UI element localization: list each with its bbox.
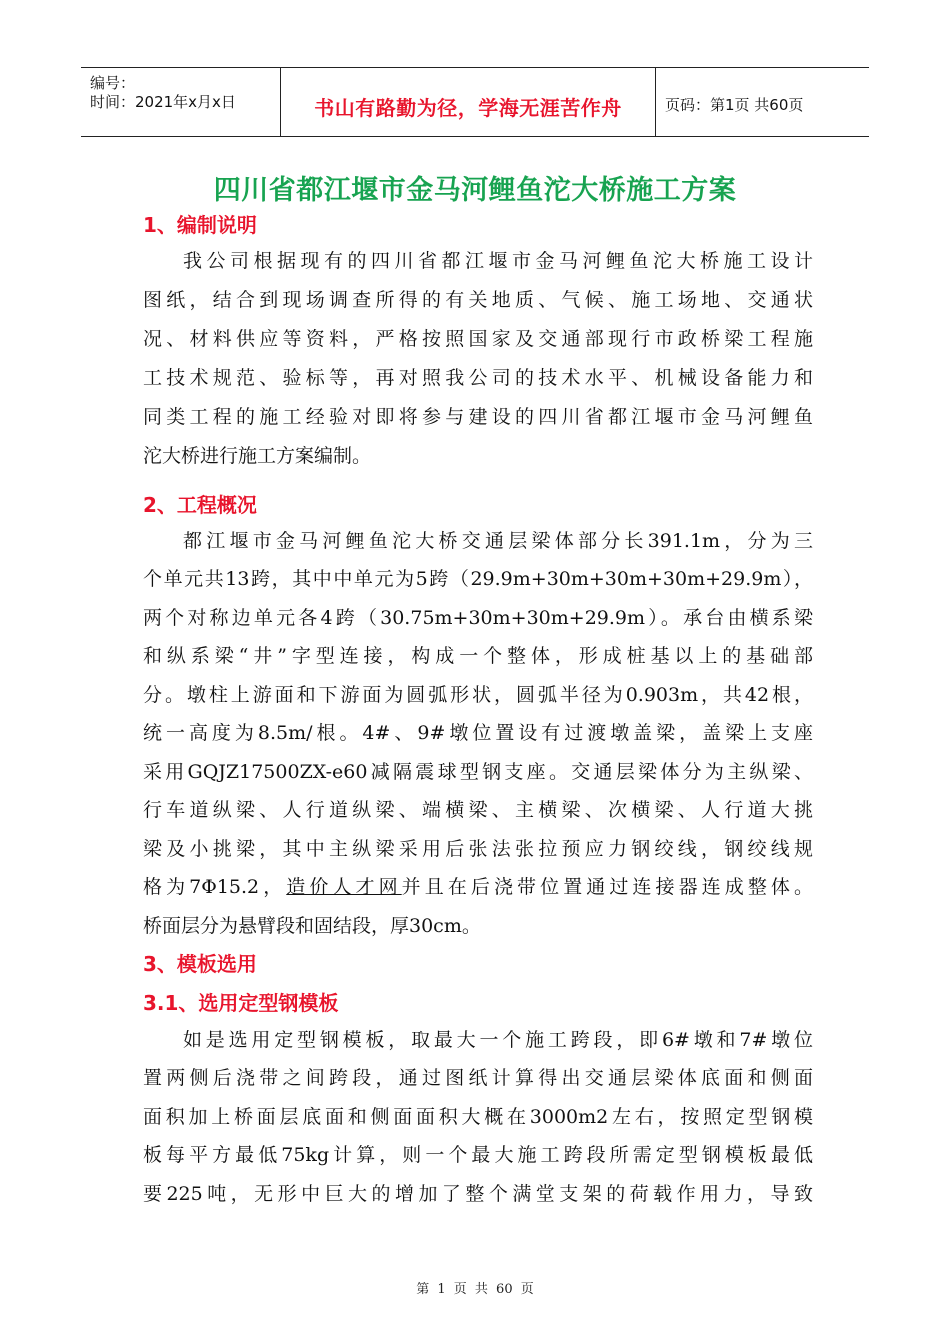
section3-heading: 3、模板选用 [143,952,257,976]
paragraph-line: 分。墩柱上游面和下游面为圆弧形状，圆弧半径为0.903m，共42根， [143,684,813,706]
paragraph-line: 桥面层分为悬臂段和固结段，厚30cm。 [143,915,481,937]
section3-1-heading: 3.1、选用定型钢模板 [143,991,339,1015]
paragraph-line: 图纸，结合到现场调查所得的有关地质、气候、施工场地、交通状 [143,289,813,311]
paragraph-line: 统一高度为8.5m/根。4#、9#墩位置设有过渡墩盖梁，盖梁上支座 [143,722,813,744]
paragraph-line-with-link [143,875,813,899]
paragraph-line: 面积加上桥面层底面和侧面面积大概在3000m2左右，按照定型钢模 [143,1106,813,1128]
paragraph-line: 行车道纵梁、人行道纵梁、端横梁、主横梁、次横梁、人行道大挑 [143,799,813,821]
paragraph-line: 同类工程的施工经验对即将参与建设的四川省都江堰市金马河鲤鱼 [143,406,813,428]
paragraph-line: 置两侧后浇带之间跨段，通过图纸计算得出交通层梁体底面和侧面 [143,1067,813,1089]
page-footer: 第 1 页 共 60 页 [416,1282,534,1297]
header-page-cell [656,68,869,136]
header-meta [81,68,281,136]
document-title: 四川省都江堰市金马河鲤鱼沱大桥施工方案 [213,175,737,206]
section1-heading: 1、编制说明 [143,213,257,237]
paragraph-line: 工技术规范、验标等，再对照我公司的技术水平、机械设备能力和 [143,367,813,389]
paragraph-line: 我公司根据现有的四川省都江堰市金马河鲤鱼沱大桥施工设计 [183,250,813,272]
section2-heading: 2、工程概况 [143,493,257,517]
paragraph-line: 况、材料供应等资料，严格按照国家及交通部现行市政桥梁工程施 [143,328,813,350]
page-number-label: 页码：第1页 共60页 [665,96,804,114]
motto: 书山有路勤为径，学海无涯苦作舟 [314,96,622,120]
paragraph-line: 两个对称边单元各4跨（30.75m+30m+30m+29.9m）。承台由横系梁 [143,607,813,629]
number-label: 编号： [90,74,136,92]
paragraph-line: 都江堰市金马河鲤鱼沱大桥交通层梁体部分长391.1m，分为三 [183,530,813,552]
paragraph-line: 板每平方最低75kg计算，则一个最大施工跨段所需定型钢模板最低 [143,1144,813,1166]
paragraph-line: 梁及小挑梁，其中主纵梁采用后张法张拉预应力钢绞线，钢绞线规 [143,838,813,860]
paragraph-line: 如是选用定型钢模板，取最大一个施工跨段，即6#墩和7#墩位 [183,1029,813,1051]
line-end: 并且在后浇带位置通过连接器连成整体。 [401,876,813,898]
paragraph-line: 和纵系梁“井”字型连接，构成一个整体，形成桩基以上的基础部 [143,645,813,667]
talent-site-link[interactable]: 造价人才网 [286,876,402,898]
header-motto-cell [281,68,656,136]
page-header [81,67,869,137]
paragraph-line: 个单元共13跨，其中中单元为5跨（29.9m+30m+30m+30m+29.9m）， [143,568,813,590]
line-start: 格为7Φ15.2， [143,876,287,898]
paragraph-line: 采用GQJZ17500ZX-e60减隔震球型钢支座。交通层梁体分为主纵梁、 [143,761,813,783]
time-label: 时间：2021年x月x日 [90,93,236,111]
paragraph-line: 要225吨，无形中巨大的增加了整个满堂支架的荷载作用力，导致 [143,1183,813,1205]
paragraph-line: 沱大桥进行施工方案编制。 [143,445,372,467]
